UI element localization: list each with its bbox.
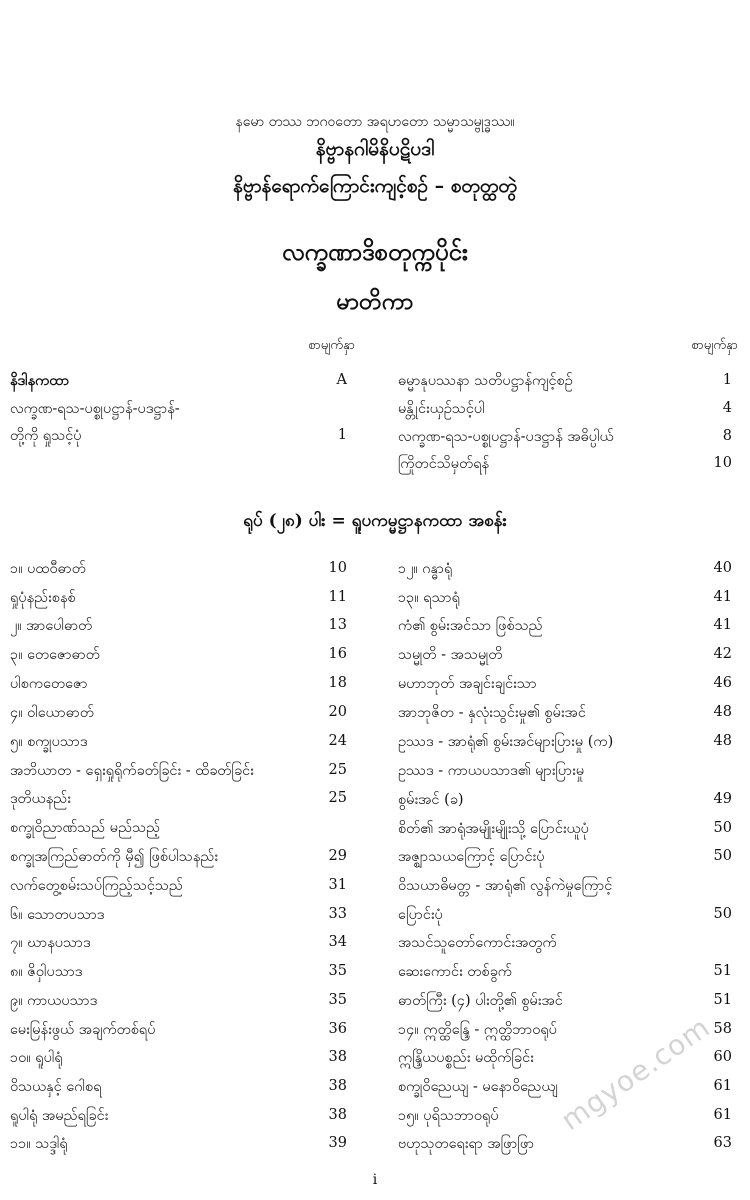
toc-entry[interactable] [10,934,347,956]
toc-entry-page: 31 [328,877,347,893]
toc-entry[interactable] [10,400,347,422]
toc-entry[interactable] [398,992,732,1014]
toc-entry-page: 11 [328,589,347,605]
toc-entry[interactable] [10,992,347,1014]
toc-entry-page: 36 [328,1021,347,1037]
toc-entry-page: 38 [328,1107,347,1123]
toc-entry-text: စက္ခုအကြည်ဓာတ်ကို မှီ၍ ဖြစ်ပါသနည်း [10,849,219,865]
toc-entry[interactable] [10,1078,347,1100]
toc-entry[interactable] [398,372,732,394]
toc-entry-text: ၁၅။ ပုရိသဘာဝရုပ် [398,1108,499,1124]
toc-entry-page: A [336,372,347,388]
toc-entry-text: နိဒါနကထာ [10,372,70,389]
toc-entry-page: 58 [713,1021,732,1037]
toc-entry-text: ဓာတ်ကြီး (၄) ပါးတို့၏ စွမ်းအင် [398,993,563,1009]
toc-entry[interactable] [10,704,347,726]
toc-entry-text: လက္ခဏ-ရသ-ပစ္စုပဋ္ဌာန်-ပဒဋ္ဌာန်- [10,401,180,417]
toc-entry[interactable] [10,733,347,755]
toc-entry-text: ဥဿဒ - ကာယပသာဒ၏ များပြားမှု [398,763,585,779]
toc-entry[interactable] [10,762,347,784]
page-column-header-right: စာမျက်နှာ [691,338,738,353]
toc-entry-text: ၅။ စက္ခုပသာဒ [10,734,88,750]
toc-entry[interactable] [398,848,732,870]
toc-entry-text: ပြောင်းပုံ [398,907,443,923]
toc-entry[interactable] [10,372,347,394]
toc-entry-text: ၈။ ဇိဝှါပသာဒ [10,964,83,980]
toc-entry-text: ရှုပုံနည်းစနစ် [10,590,76,606]
toc-entry-page: 50 [713,820,732,836]
toc-entry-page: 41 [713,617,732,633]
toc-entry[interactable] [10,589,347,611]
toc-entry-text: ပါစကတေဇော [10,676,88,692]
toc-entry[interactable] [10,675,347,697]
toc-entry-text: ဓမ္မာနုပဿနာ သတိပဋ္ဌာန်ကျင့်စဉ် [398,373,573,389]
toc-entry[interactable] [398,400,732,422]
toc-entry-text: အသင်သူတော်ကောင်းအတွက် [398,935,557,951]
toc-entry-page: 51 [713,992,732,1008]
toc-entry-page: 25 [328,790,347,806]
toc-entry[interactable] [10,617,347,639]
toc-entry-text: မေးမြန်းဖွယ် အချက်တစ်ရပ် [10,1022,156,1038]
toc-entry-text: အာဘုဇိတ - နှလုံးသွင်းမှု၏ စွမ်းအင် [398,705,586,721]
toc-entry[interactable] [398,428,732,450]
part-heading: ရုပ် (၂၈) ပါး = ရူပကမ္မဋ္ဌာနကထာ အစန်း [243,511,507,531]
toc-entry[interactable] [398,762,732,784]
toc-entry-page: 48 [713,733,732,749]
toc-entry[interactable] [10,963,347,985]
toc-entry-text: လက်တွေ့စမ်းသပ်ကြည့်သင့်သည် [10,878,183,894]
toc-entry-text: စိတ်၏ အာရုံအမျိုးမျိုးသို့ ပြောင်းယူပုံ [398,821,589,837]
watermark: mgyoe.com [555,1010,717,1138]
toc-entry-text: ၁၃။ ရသာရုံ [398,590,460,606]
toc-entry-text: လက္ခဏ-ရသ-ပစ္စုပဋ္ဌာန်-ပဒဋ္ဌာန် အဓိပ္ပါယ် [398,429,614,445]
toc-entry[interactable] [398,963,732,985]
toc-entry-page: 25 [328,762,347,778]
toc-entry[interactable] [10,1135,347,1157]
toc-entry-page: 18 [328,675,347,691]
toc-entry-page: 13 [328,617,347,633]
toc-entry-text: ၉။ ကာယပသာဒ [10,993,98,1009]
toc-entry-page: 61 [713,1107,732,1123]
toc-entry-text: ဣန္ဒြိယပစ္စည်း မထိုက်ခြင်း [398,1050,534,1066]
toc-entry-text: ဝိသယနှင့် ဂေါစရ [10,1079,102,1095]
toc-entry-page: 24 [328,733,347,749]
toc-entry[interactable] [10,427,347,449]
toc-entry-text: မန္တိုင်းယှဉ်သင့်ပါ [398,401,485,417]
toc-entry[interactable] [10,790,347,812]
toc-entry-page: 38 [328,1078,347,1094]
toc-entry-text: စွမ်းအင် (ခ) [398,792,464,808]
toc-entry-text: ရူပါရုံ အမည်ရခြင်း [10,1108,109,1124]
toc-entry[interactable] [398,704,732,726]
toc-entry-page: 41 [713,589,732,605]
toc-entry-text: ၄။ ဝါယောဓာတ် [10,705,94,721]
toc-entry[interactable] [10,906,347,928]
toc-entry-page: 35 [328,992,347,1008]
toc-entry-text: ကြိုတင်သိမှတ်ရန် [398,456,490,472]
toc-entry[interactable] [10,1021,347,1043]
toc-entry[interactable] [10,848,347,870]
toc-entry-text: ၁။ ပထဝီဓာတ် [10,561,86,577]
toc-entry-page: 42 [713,646,732,662]
toc-entry-text: ၁၄။ ဣတ္ထိန္ဒြေ - ဣတ္ထိဘာဝရုပ် [398,1022,557,1038]
page-number: i [372,1172,378,1188]
toc-entry-text: အဇ္ဈာသယကြောင့် ပြောင်းပုံ [398,849,545,865]
toc-entry-page: 34 [328,934,347,950]
toc-entry[interactable] [10,877,347,899]
toc-entry-text: ၁၁။ သဒ္ဒါရုံ [10,1136,68,1152]
toc-entry-page: 1 [337,427,347,443]
toc-entry-page: 61 [713,1078,732,1094]
toc-entry-text: စက္ခုဝိညာဏ်သည် မည်သည့် [10,820,161,836]
toc-entry[interactable] [398,589,732,611]
toc-entry-page: 63 [713,1135,732,1151]
toc-entry-text: ၆။ သောတပသာဒ [10,907,105,923]
toc-entry-page: 4 [722,400,732,416]
invocation-line: နမော တဿ ဘဂဝတော အရဟတော သမ္မာသမ္ဗုဒ္ဓဿ။ [235,114,515,130]
toc-entry[interactable] [398,934,732,956]
toc-entry-page: 50 [713,848,732,864]
toc-entry[interactable] [398,675,732,697]
toc-entry-text: ဝိသယာဓိမတ္တ - အာရုံ၏ လွန်ကဲမှုကြောင့် [398,878,613,894]
toc-entry-page: 48 [713,704,732,720]
toc-entry-page: 1 [722,372,732,388]
toc-entry[interactable] [398,820,732,842]
toc-entry-text: ဥဿဒ - အာရုံ၏ စွမ်းအင်များပြားမှု (က) [398,734,614,750]
toc-entry[interactable] [398,877,732,899]
toc-entry-page: 35 [328,963,347,979]
toc-entry[interactable] [398,1078,732,1100]
toc-entry-page: 51 [713,963,732,979]
toc-entry-page: 40 [713,560,732,576]
contents-heading: မာတိကာ [336,288,414,315]
toc-entry[interactable] [398,455,732,477]
toc-entry[interactable] [398,646,732,668]
section-title: လက္ခဏာဒိစတုက္ကပိုင်း [282,237,468,266]
toc-entry[interactable] [10,560,347,582]
toc-entry[interactable] [398,560,732,582]
toc-entry[interactable] [398,733,732,755]
toc-entry-page: 46 [713,675,732,691]
toc-entry-text: ၁၂။ ဂန္ဓာရုံ [398,561,453,577]
toc-entry-page: 50 [713,906,732,922]
toc-entry-text: မဟာဘုတ် အချင်းချင်းသာ [398,676,537,692]
toc-entry-text: ၁၀။ ရူပါရုံ [10,1050,63,1066]
toc-entry-text: အဘိယာတ - ရှေးရှုရိုက်ခတ်ခြင်း - ထိခတ်ခြင်း [10,763,254,779]
toc-entry-page: 16 [328,646,347,662]
toc-entry-text: ဗဟုသုတရေးရာ အဖြာဖြာ [398,1136,535,1152]
toc-entry-text: ၃။ တေဇောဓာတ် [10,647,100,663]
toc-entry-page: 29 [328,848,347,864]
toc-entry[interactable] [398,906,732,928]
toc-entry[interactable] [10,819,347,841]
toc-entry-text: သမ္မုတိ - အသမ္မုတိ [398,647,503,663]
toc-entry[interactable] [398,1135,732,1157]
toc-entry-page: 39 [328,1135,347,1151]
toc-entry-page: 8 [722,428,732,444]
toc-entry-text: ၂။ အာပေါဓာတ် [10,618,93,634]
toc-entry[interactable] [398,617,732,639]
toc-entry[interactable] [10,1049,347,1071]
toc-entry-text: စက္ခုဝိညေယျ - မနောဝိညေယျ [398,1079,558,1095]
toc-entry-page: 49 [713,791,732,807]
toc-entry-page: 10 [713,455,732,471]
toc-entry-text: ဒုတိယနည်း [10,791,71,807]
toc-entry-text: ၇။ ဃာနပသာဒ [10,935,91,951]
toc-entry-page: 38 [328,1049,347,1065]
toc-entry-page: 33 [328,906,347,922]
toc-entry-page: 20 [328,704,347,720]
toc-entry-page: 10 [328,560,347,576]
page-column-header-left: စာမျက်နှာ [308,338,355,353]
toc-entry-text: ကံ၏ စွမ်းအင်သာ ဖြစ်သည် [398,618,543,634]
toc-entry-text: ဆေးကောင်း တစ်ခွက် [398,964,512,980]
toc-entry-text: တို့ကို ရှုသင့်ပုံ [10,428,82,444]
toc-entry[interactable] [10,646,347,668]
book-title: နိဗ္ဗာနဂါမိနိပဋိပဒါ [315,138,435,160]
toc-entry[interactable] [398,791,732,813]
toc-entry[interactable] [10,1107,347,1129]
book-subtitle: နိဗ္ဗာန်ရောက်ကြောင်းကျင့်စဉ် – စတုတ္ထတွဲ [233,175,517,197]
toc-entry-page: 60 [713,1049,732,1065]
